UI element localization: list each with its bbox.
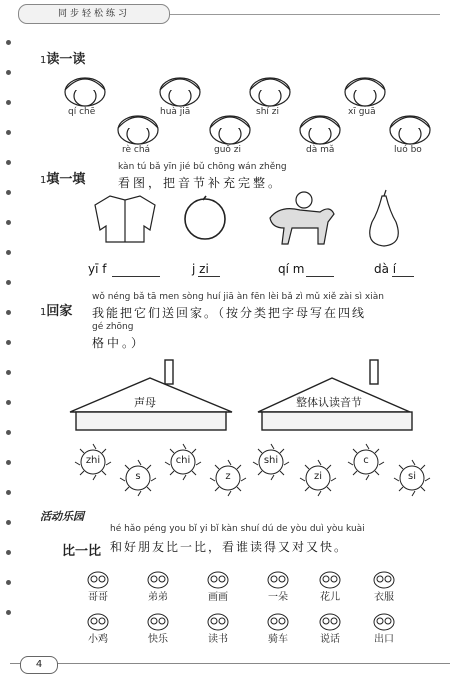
house-label-right: 整体认读音节: [296, 396, 362, 409]
instruction-pinyin: hé hǎo péng you bǐ yi bǐ kàn shuí dú de yòu duì yòu kuài: [110, 524, 365, 534]
sun-label[interactable]: s: [135, 471, 141, 482]
word-label: rè chá: [122, 145, 151, 155]
sun-label[interactable]: si: [408, 471, 416, 482]
word-card[interactable]: 出口: [374, 634, 394, 645]
header-title: 同步轻松练习: [18, 4, 170, 24]
instruction-pinyin: gé zhōng: [92, 322, 134, 332]
word-card[interactable]: 哥哥: [88, 592, 108, 603]
word-card[interactable]: 说话: [320, 634, 340, 645]
word-card[interactable]: 花儿: [320, 592, 340, 603]
section3-heading: 1回家: [40, 304, 73, 319]
word-card[interactable]: 一朵: [268, 592, 288, 603]
sun-label[interactable]: shi: [263, 455, 279, 466]
sun-label[interactable]: z: [225, 471, 231, 482]
instruction-text: 和好朋友比一比，看谁读得又对又快。: [110, 540, 349, 554]
sun-label[interactable]: chi: [175, 455, 191, 466]
word-label: luó bo: [394, 145, 422, 155]
word-card[interactable]: 读书: [208, 634, 228, 645]
word-label: dà mǎ: [306, 145, 335, 155]
sun-label[interactable]: zhi: [85, 455, 101, 466]
activity-heading: 比一比: [62, 544, 102, 559]
section2-heading: 1填一填: [40, 172, 86, 187]
word-label: xī guā: [348, 107, 376, 117]
fill-item-label: yī f: [88, 262, 107, 276]
section1-heading: 1读一读: [40, 52, 86, 67]
instruction-text: 格中。）: [92, 336, 147, 350]
instruction-pinyin: kàn tú bǎ yīn jié bǔ chōng wán zhěng: [118, 162, 287, 172]
activity-title: 活动乐园: [40, 510, 84, 523]
word-label: huà jiā: [160, 107, 191, 117]
word-label: qí chē: [68, 107, 96, 117]
word-card[interactable]: 骑车: [268, 634, 288, 645]
fill-item-label: j zi: [192, 262, 209, 276]
word-card[interactable]: 画画: [208, 592, 228, 603]
fill-item-label: qí m: [278, 262, 305, 276]
word-card[interactable]: 衣服: [374, 592, 394, 603]
word-card[interactable]: 小鸡: [88, 634, 108, 645]
word-label: shí zi: [256, 107, 279, 117]
word-card[interactable]: 快乐: [148, 634, 168, 645]
instruction-pinyin: wǒ néng bǎ tā men sòng huí jiā àn fēn lèi bǎ zì mǔ xiě zài sì xiàn: [92, 292, 384, 302]
word-label: guǒ zi: [214, 145, 242, 155]
instruction-text: 我能把它们送回家。（按分类把字母写在四线: [92, 306, 367, 320]
sun-label[interactable]: zi: [313, 471, 323, 482]
word-card[interactable]: 弟弟: [148, 592, 168, 603]
footer-rule: [10, 663, 450, 664]
house-label-left: 声母: [134, 396, 156, 409]
sun-label[interactable]: c: [363, 455, 369, 466]
instruction-text: 看图，把音节补充完整。: [118, 176, 284, 190]
page-number: 4: [20, 656, 58, 674]
fill-item-label: dà í: [374, 262, 397, 276]
